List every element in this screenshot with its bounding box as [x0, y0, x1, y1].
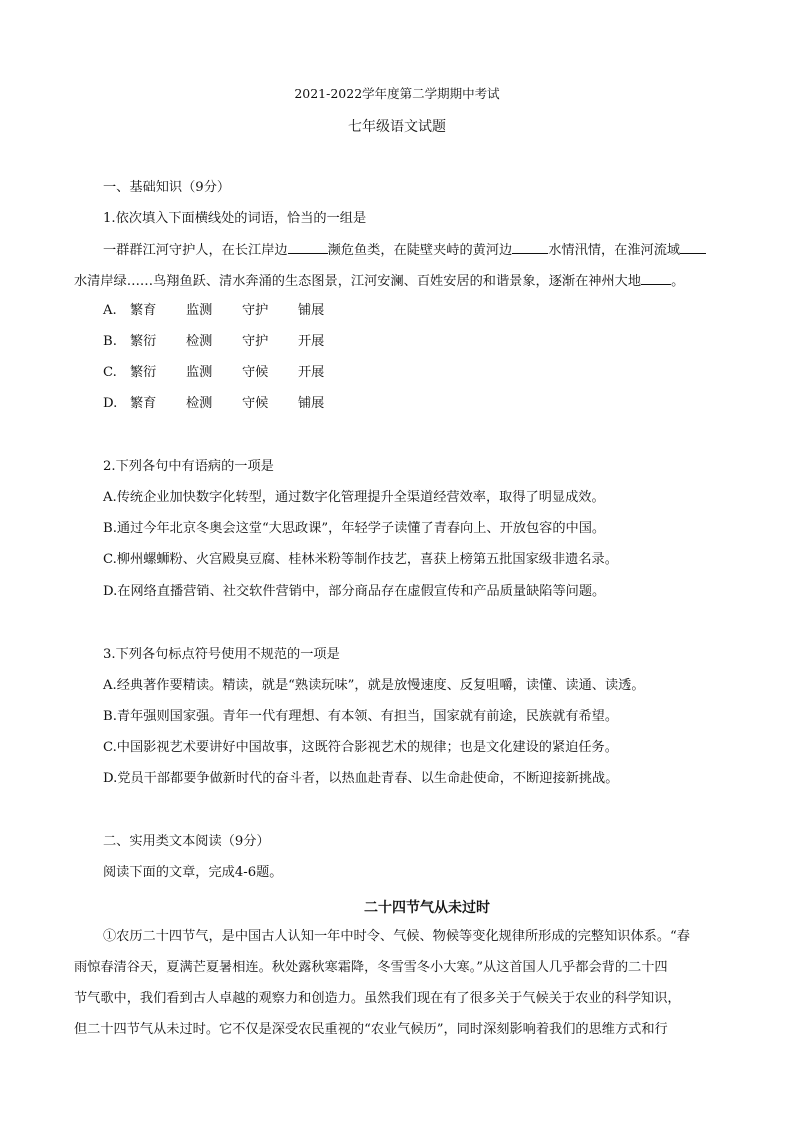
article-paragraph-line: 但二十四节气从未过时。它不仅是深受农民重视的“农业气候历”，同时深刻影响着我们的思维方式和行: [74, 1022, 668, 1037]
article-paragraph-line: ①农历二十四节气，是中国古人认知一年中时令、气候、物候等变化规律所形成的完整知识体系。“春: [103, 929, 690, 944]
option-letter: C.: [103, 365, 117, 380]
q2-stem: 2.下列各句中有语病的一项是: [103, 459, 274, 474]
article-paragraph-line: 节气歌中，我们看到古人卓越的观察力和创造力。虽然我们现在有了很多关于气候关于农业的科学知识，: [74, 991, 681, 1006]
option-word-4: 开展: [298, 365, 325, 380]
option-word-3: 守护: [242, 303, 269, 318]
q3-stem: 3.下列各句标点符号使用不规范的一项是: [103, 647, 340, 662]
q1-passage-line2: [74, 272, 684, 291]
option-word-4: 开展: [298, 334, 325, 349]
q2-option-d: D.在网络直播营销、社交软件营销中，部分商品存在虚假宣传和产品质量缺陷等问题。: [103, 584, 606, 599]
option-word-1: 繁育: [130, 303, 157, 318]
q1-option-a: [103, 302, 324, 320]
article-paragraph-line: 雨惊春清谷天，夏满芒夏暑相连。秋处露秋寒霜降，冬雪雪冬小大寒。”从这首国人几乎都会背的二十四: [74, 960, 668, 975]
answer-blank-4: [641, 272, 671, 285]
option-word-3: 守护: [242, 334, 269, 349]
option-word-3: 守候: [242, 365, 269, 380]
q2-option-a: A.传统企业加快数字化转型，通过数字化管理提升全渠道经营效率，取得了明显成效。: [103, 490, 605, 505]
option-letter: A.: [103, 303, 117, 318]
q1-passage-part5: 。: [671, 274, 685, 289]
answer-blank-2: [512, 241, 548, 254]
q1-option-d: [103, 395, 324, 413]
q1-passage-part3: 水情汛情，在淮河流域: [548, 243, 681, 258]
option-word-2: 监测: [186, 365, 213, 380]
article-title: 二十四节气从未过时: [364, 900, 490, 916]
section2-instruction: 阅读下面的文章，完成4-6题。: [103, 865, 283, 880]
option-word-4: 铺展: [298, 396, 325, 411]
q3-option-b: B.青年强则国家强。青年一代有理想、有本领、有担当，国家就有前途，民族就有希望。: [103, 709, 619, 724]
q1-passage-part1: 一群群江河守护人，在长江岸边: [103, 243, 288, 258]
q1-passage-part4: 水清岸绿……鸟翔鱼跃、清水奔涌的生态图景，江河安澜、百姓安居的和谐景象，逐渐在神州大地: [74, 274, 642, 289]
q3-option-a: A.经典著作要精读。精读，就是“熟读玩味”，就是放慢速度、反复咀嚼，读懂、读通、读透。: [103, 678, 645, 693]
exam-title: 2021-2022学年度第二学期期中考试: [294, 86, 500, 101]
q3-option-c: C.中国影视艺术要讲好中国故事，这既符合影视艺术的规律；也是文化建设的紧迫任务。: [103, 740, 618, 755]
option-word-3: 守候: [242, 396, 269, 411]
answer-blank-3: [680, 241, 706, 254]
option-letter: D.: [103, 396, 118, 411]
q1-passage-part2: 濒危鱼类，在陡壁夹峙的黄河边: [327, 243, 513, 258]
section2-heading: 二、实用类文本阅读（9分）: [103, 834, 270, 849]
option-word-2: 监测: [186, 303, 213, 318]
subject-title: 七年级语文试题: [348, 119, 446, 135]
q1-option-c: [103, 364, 324, 382]
section1-heading: 一、基础知识（9分）: [103, 180, 231, 195]
option-word-1: 繁衍: [130, 334, 157, 349]
answer-blank-1: [288, 241, 328, 254]
option-word-1: 繁衍: [130, 365, 157, 380]
option-word-2: 检测: [186, 396, 213, 411]
option-word-4: 铺展: [298, 303, 325, 318]
option-word-2: 检测: [186, 334, 213, 349]
q3-option-d: D.党员干部都要争做新时代的奋斗者，以热血赴青春、以生命赴使命，不断迎接新挑战。: [103, 771, 619, 786]
option-letter: B.: [103, 334, 117, 349]
q2-option-b: B.通过今年北京冬奥会这堂“大思政课”，年轻学子读懂了青春向上、开放包容的中国。: [103, 521, 606, 536]
option-word-1: 繁育: [130, 396, 157, 411]
q1-passage-line1: [103, 241, 706, 260]
q1-stem: 1.依次填入下面横线处的词语，恰当的一组是: [103, 211, 367, 226]
q1-option-b: [103, 333, 324, 351]
q2-option-c: C.柳州螺蛳粉、火宫殿臭豆腐、桂林米粉等制作技艺，喜获上榜第五批国家级非遗名录。: [103, 552, 618, 567]
